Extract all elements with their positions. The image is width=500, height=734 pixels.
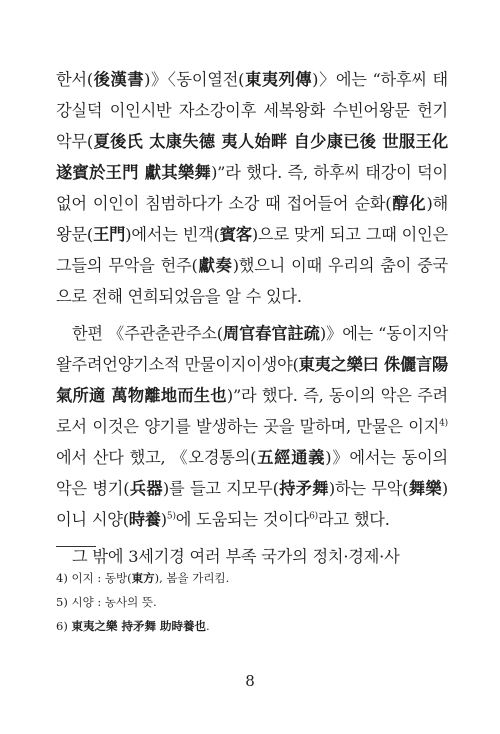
paragraph-2-text-7: )하는 무악( bbox=[328, 479, 409, 498]
hanja-8: 周官春官註疏 bbox=[222, 324, 320, 343]
paragraph-1-text-4: )”라 했다. 즉, 하후씨 태강이 덕이 없어 이인이 침범하다가 소강 때 접어들어 순화( bbox=[56, 163, 448, 213]
footnote-6 bbox=[56, 614, 448, 638]
page-body bbox=[56, 64, 448, 572]
paragraph-1-text-7: )으로 맞게 되고 그때 이인은 그들의 무악을 헌주( bbox=[56, 225, 448, 275]
paragraph-2-text-5: )》에서는 동이의 악은 병기( bbox=[56, 448, 448, 498]
hanja-9: 東夷之樂曰 侏儷言陽氣所適 萬物離地而生也 bbox=[56, 355, 448, 405]
footnote-4-text-2: ), 봄을 가리킴. bbox=[154, 571, 230, 585]
paragraph-2 bbox=[56, 318, 448, 535]
footnote-ref-4[interactable]: 4) bbox=[439, 418, 448, 429]
hanja-4: 醇化 bbox=[391, 194, 427, 213]
hanja-7: 獻奏 bbox=[197, 256, 233, 275]
paragraph-2-text-1: 한편 《주관춘관주소( bbox=[72, 324, 223, 343]
hanja-3: 夏後氏 太康失德 夷人始畔 自少康已後 世服王化 遂賓於王門 獻其樂舞 bbox=[56, 132, 448, 182]
hanja-6: 賓客 bbox=[219, 225, 252, 244]
footnote-6-text-1: 6) bbox=[56, 619, 72, 633]
paragraph-1-text-8: )했으니 이때 우리의 춤이 중국으로 전해 연희되었음을 알 수 있다. bbox=[56, 256, 448, 306]
footnote-4-hanja: 東方 bbox=[131, 571, 155, 585]
paragraph-2-text-3: )”라 했다. 즉, 동이의 악은 주려로서 이것은 양기를 발생하는 곳을 말하며, 만물은 이지 bbox=[56, 386, 448, 436]
footnote-4 bbox=[56, 566, 448, 590]
hanja-11: 兵器 bbox=[129, 479, 163, 498]
hanja-14: 時養 bbox=[128, 510, 161, 529]
hanja-1: 後漢書 bbox=[93, 70, 145, 89]
footnote-ref-6[interactable]: 6) bbox=[309, 511, 318, 522]
paragraph-1 bbox=[56, 64, 448, 312]
footnote-4-text-1: 4) 이지 : 동방( bbox=[56, 571, 132, 585]
footnote-5: 5) 시양 : 농사의 뜻. bbox=[56, 595, 157, 609]
hanja-5: 王門 bbox=[93, 225, 126, 244]
hanja-12: 持矛舞 bbox=[278, 479, 329, 498]
page-number: 8 bbox=[245, 672, 255, 690]
footnotes bbox=[56, 566, 448, 638]
footnote-divider bbox=[56, 546, 96, 547]
paragraph-2-text-6: )를 들고 지모무( bbox=[162, 479, 279, 498]
footnote-ref-5[interactable]: 5) bbox=[166, 511, 176, 522]
paragraph-1-text-3: )〉에는 “하후씨 태강실덕 이인시반 자소강이후 세복왕화 수빈어왕문 헌기악무( bbox=[56, 70, 448, 151]
paragraph-2-text-9: ) bbox=[160, 510, 167, 529]
footnote-6-hanja: 東夷之樂 持矛舞 助時養也 bbox=[71, 619, 206, 633]
paragraph-1-text-2: )》〈동이열전( bbox=[144, 70, 245, 89]
paragraph-2-text-2: )》에는 “동이지악왈주려언양기소적 만물이지이생야( bbox=[56, 324, 449, 374]
paragraph-2-text-11: 라고 했다. bbox=[318, 510, 390, 529]
paragraph-3-text-1: 그 밖에 3세기경 여러 부족 국가의 정치·경제·사 bbox=[72, 547, 400, 566]
paragraph-2-text-8: )이니 시양( bbox=[56, 479, 448, 529]
hanja-10: 五經通義 bbox=[256, 448, 326, 467]
paragraph-1-text-6: )에서는 빈객( bbox=[125, 225, 220, 244]
hanja-2: 東夷列傳 bbox=[244, 70, 313, 89]
footnote-6-text-2: . bbox=[205, 619, 210, 633]
hanja-13: 舞樂 bbox=[408, 479, 442, 498]
paragraph-1-text-5: )해 왕문( bbox=[56, 194, 449, 244]
paragraph-2-text-10: 에 도움되는 것이다 bbox=[175, 510, 310, 529]
paragraph-1-text-1: 한서( bbox=[56, 70, 93, 89]
paragraph-2-text-4: 에서 산다 했고, 《오경통의( bbox=[56, 448, 257, 467]
